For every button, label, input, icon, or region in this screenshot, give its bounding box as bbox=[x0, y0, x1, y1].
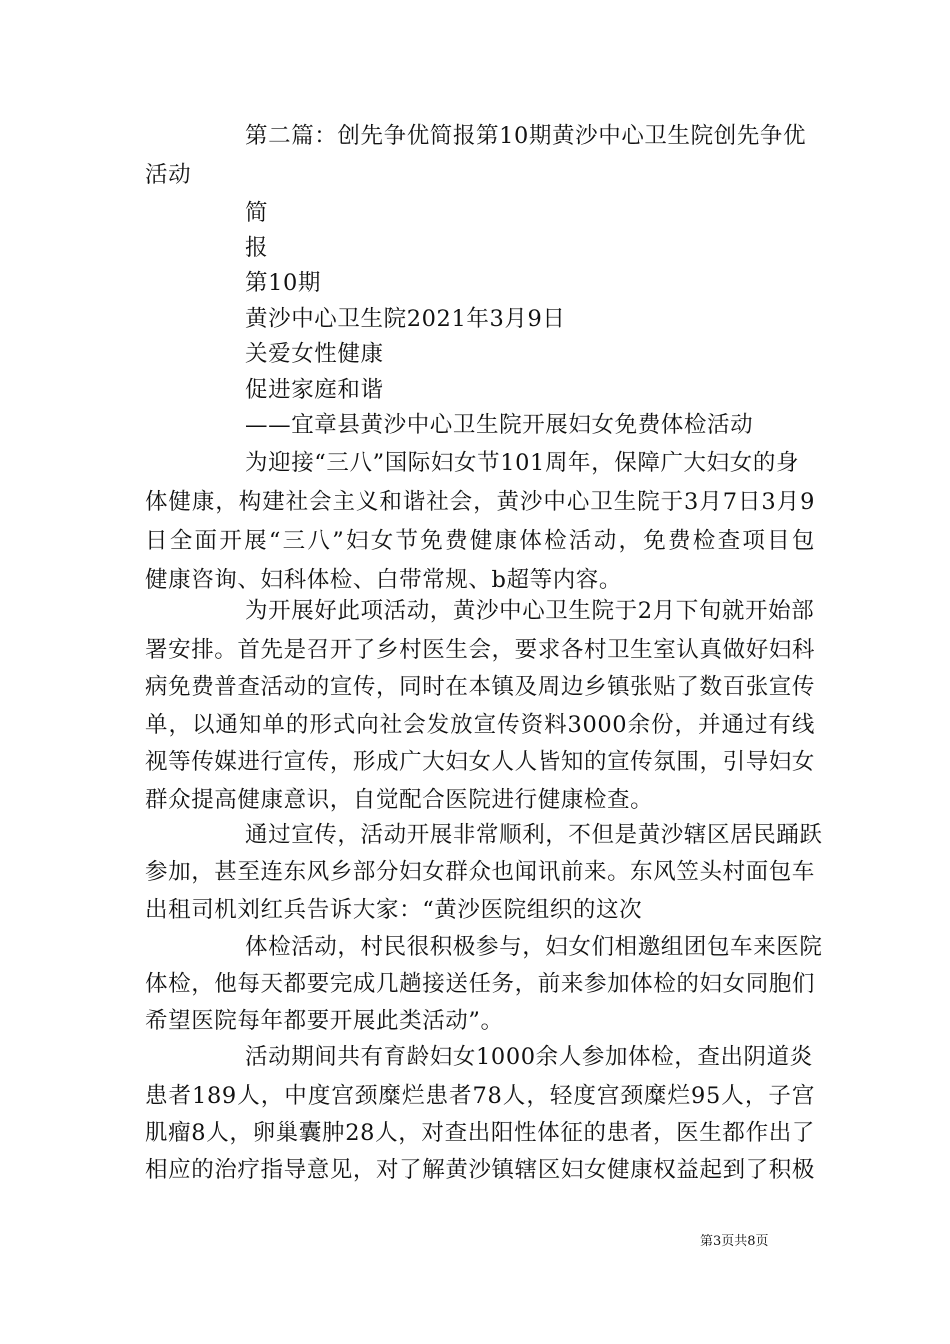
paragraph-2-line-4: 单，以通知单的形式向社会发放宣传资料3000余份，并通过有线 bbox=[145, 712, 815, 738]
paragraph-3-line-1: 通过宣传，活动开展非常顺利，不但是黄沙辖区居民踊跃 bbox=[245, 822, 823, 848]
article-title-line-2: 促进家庭和谐 bbox=[245, 377, 384, 403]
paragraph-2-line-1: 为开展好此项活动，黄沙中心卫生院于2月下旬就开始部 bbox=[245, 598, 815, 624]
org-date: 黄沙中心卫生院2021年3月9日 bbox=[245, 306, 566, 332]
paragraph-2-line-2: 署安排。首先是召开了乡村医生会，要求各村卫生室认真做好妇科 bbox=[145, 637, 815, 663]
masthead-bao: 报 bbox=[245, 235, 269, 261]
paragraph-5-line-1: 活动期间共有育龄妇女1000余人参加体检，查出阴道炎 bbox=[245, 1044, 813, 1070]
paragraph-1-line-3: 日全面开展“三八”妇女节免费健康体检活动，免费检查项目包 bbox=[145, 528, 815, 554]
paragraph-2-line-5: 视等传媒进行宣传，形成广大妇女人人皆知的宣传氛围，引导妇女 bbox=[145, 749, 815, 775]
issue-number: 第10期 bbox=[245, 270, 322, 296]
paragraph-2-line-3: 病免费普查活动的宣传，同时在本镇及周边乡镇张贴了数百张宣传 bbox=[145, 674, 815, 700]
paragraph-1-line-2: 体健康，构建社会主义和谐社会，黄沙中心卫生院于3月7日3月9 bbox=[145, 489, 815, 515]
paragraph-4-line-2: 体检，他每天都要完成几趟接送任务，前来参加体检的妇女同胞们 bbox=[145, 971, 815, 997]
article-title-line-1: 关爱女性健康 bbox=[245, 341, 384, 367]
paragraph-3-line-2: 参加，甚至连东风乡部分妇女群众也闻讯前来。东风笠头村面包车 bbox=[145, 859, 815, 885]
page-number-footer: 第3页共8页 bbox=[700, 1234, 769, 1249]
paragraph-1-line-4: 健康咨询、妇科体检、白带常规、b超等内容。 bbox=[145, 567, 623, 593]
document-heading-line-2: 活动 bbox=[145, 162, 192, 188]
paragraph-4-line-1: 体检活动，村民很积极参与，妇女们相邀组团包车来医院 bbox=[245, 934, 823, 960]
paragraph-5-line-4: 相应的治疗指导意见，对了解黄沙镇辖区妇女健康权益起到了积极 bbox=[145, 1157, 815, 1183]
article-subtitle: ——宜章县黄沙中心卫生院开展妇女免费体检活动 bbox=[245, 412, 754, 438]
document-heading-line-1: 第二篇：创先争优简报第10期黄沙中心卫生院创先争优 bbox=[245, 123, 807, 149]
paragraph-5-line-2: 患者189人，中度宫颈糜烂患者78人，轻度宫颈糜烂95人，子宫 bbox=[145, 1083, 815, 1109]
masthead-jian: 简 bbox=[245, 200, 269, 226]
paragraph-5-line-3: 肌瘤8人，卵巢囊肿28人，对查出阳性体征的患者，医生都作出了 bbox=[145, 1120, 815, 1146]
paragraph-4-line-3: 希望医院每年都要开展此类活动”。 bbox=[145, 1008, 504, 1034]
paragraph-2-line-6: 群众提高健康意识，自觉配合医院进行健康检查。 bbox=[145, 787, 654, 813]
paragraph-1-line-1: 为迎接“三八”国际妇女节101周年，保障广大妇女的身 bbox=[245, 450, 800, 476]
paragraph-3-line-3: 出租司机刘红兵告诉大家：“黄沙医院组织的这次 bbox=[145, 897, 643, 923]
